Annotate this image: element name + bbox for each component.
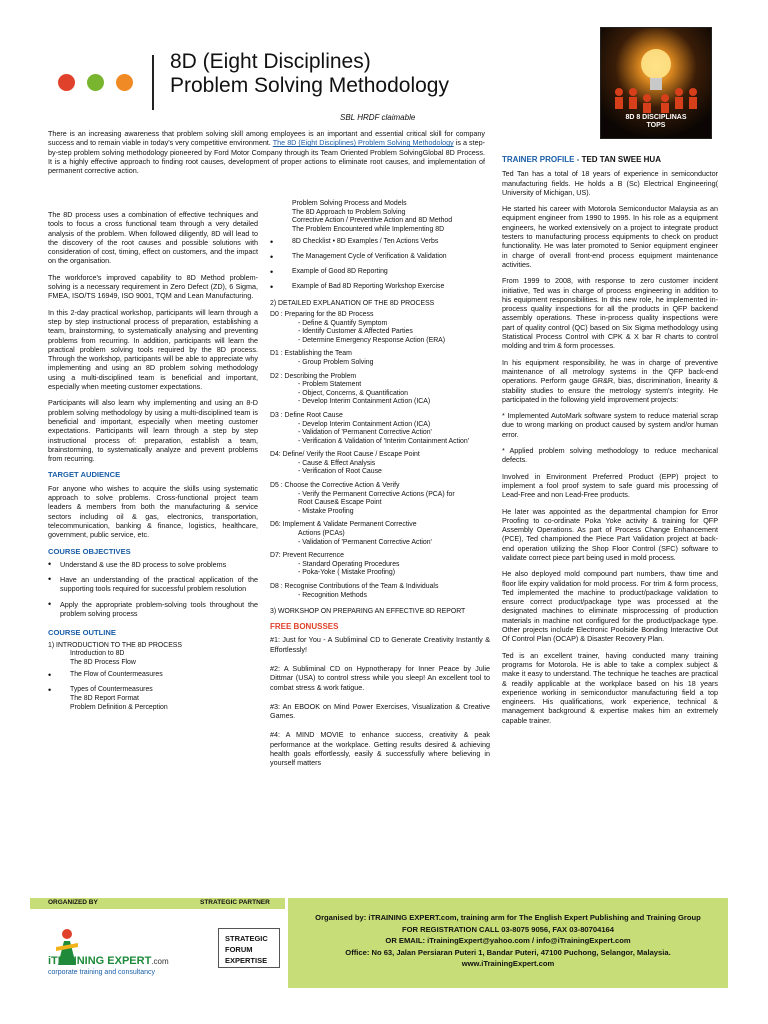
- d-step-subitem: - Standard Operating Procedures: [298, 560, 400, 568]
- d-step-heading: D3 : Define Root Cause: [270, 411, 343, 419]
- d-step-heading: D4: Define/ Verify the Root Cause / Escape Point: [270, 451, 420, 459]
- target-audience-heading: TARGET AUDIENCE: [48, 470, 121, 480]
- partner-line: EXPERTISE: [225, 956, 268, 965]
- d-step-subitem: - Define & Quantify Symptom: [298, 319, 388, 327]
- partner-line: STRATEGIC: [225, 934, 268, 943]
- d-step-subitem: - Verification & Validation of 'Interim Containment Action': [298, 437, 470, 445]
- d-step-subitem: - Validation of 'Permanent Corrective Action': [298, 538, 432, 546]
- d-step-subitem: - Develop Interim Containment Action (ICA): [298, 420, 431, 428]
- bonus-item: #2: A Subliminal CD on Hypnotherapy for Inner Peace by Julie Dittmar (USA) to control stress while you sleep! An excellent tool to combat stress & work fatigue.: [270, 663, 490, 692]
- objective-item: • Have an understanding of the practical application of the supporting tools required for successful problem resolution: [48, 574, 258, 594]
- trainer-paragraph: In his equipment responsibility, he was in charge of preventive maintenance of all metrology systems in the QFP back-end operations. Perform gauge GR&R, bias, discrimination, linearity & stability studies to ensure the metrology system's integrity. He participated in the following yield improvement projects:: [502, 357, 718, 404]
- logo-brand: iTRAINING EXPERT: [48, 955, 152, 967]
- outline-item: The 8D Report Format: [70, 695, 139, 703]
- trainer-paragraph: * Applied problem solving methodology to reduce mechanical defects.: [502, 446, 718, 465]
- trainer-name: TED TAN SWEE HUA: [581, 155, 661, 164]
- bonus-item: #3: An EBOOK on Mind Power Exercises, Visualization & Creative Games.: [270, 701, 490, 721]
- bonus-item: #4: A MIND MOVIE to enhance success, creativity & peak performance at the workplace. Getting results desired & achieving health goals effortlessly, easily & successfully where believing in yourself matters: [270, 730, 490, 768]
- title-line-1: 8D (Eight Disciplines): [170, 50, 371, 73]
- trainer-paragraph: Ted Tan has a total of 18 years of experience in semiconductor manufacturing fields. He holds a B (Sc) Electrical Engineering( University of Michigan, US).: [502, 169, 718, 197]
- header-divider: [152, 55, 154, 110]
- d-step-heading: D6: Implement & Validate Permanent Corrective: [270, 521, 417, 529]
- d-step-subitem: - Mistake Proofing: [298, 507, 354, 515]
- left-column: [48, 210, 258, 713]
- title-line-2: Problem Solving Methodology: [170, 74, 449, 97]
- intro-method-name: The 8D (Eight Disciplines) Problem Solving Methodology: [272, 138, 454, 148]
- logo-tagline: corporate training and consultancy: [48, 969, 156, 976]
- orange-dot-icon: [116, 74, 133, 91]
- strategic-partner-label: STRATEGIC PARTNER: [200, 899, 270, 906]
- outline-bullet: • The Flow of Countermeasures: [48, 670, 163, 681]
- d-step-heading: Root Cause& Escape Point: [298, 499, 382, 507]
- d-step-heading: D2 : Describing the Problem: [270, 372, 357, 380]
- process-paragraph: The 8D process uses a combination of effective techniques and tools to focus a cross functional team through a very detailed analysis of the problem. When followed diligently, 8D will lead to the discovery of the root causes and possible solutions with consideration of cost, timing, effect on customers, and the impact on the organisation.: [48, 210, 258, 266]
- outline-item: Problem Definition & Perception: [70, 703, 168, 711]
- trainer-paragraph: He later was appointed as the departmental champion for Error Proofing to co-ordinate Poka Yoke activity & training for QFP Assembly Operations. As part of Process Change Enhancement (PCE), Ted championed the Piece Part Validation project at back-end operation utilizing the Shop Floor Control (SFC) software to validate correct piece part being used in mold process.: [502, 506, 718, 562]
- workshop-paragraph: In this 2-day practical workshop, participants will learn through a step by step instructional process of preparation, establishing a team, brainstorming, to systematically analysing and preventing problems from recurring. In addition, participants will learn the practical problem solving tools required by the 8D process. Through the workshop, participants will be able to appreciate why implementing and using an 8D problem solving methodology using a multi-disciplined team is beneficial and important, especially when meeting customer expectations.: [48, 307, 258, 392]
- workforce-paragraph: The workforce's improved capability to 8D Method problem-solving is a necessary requirement in Zero Defect (ZD), 6 Sigma, FMEA, ISO/TS 16949, ISO 9001, TQM and Lean Manufacturing.: [48, 272, 258, 301]
- logo-brand-suffix: .com: [151, 957, 169, 966]
- trainer-profile-label: TRAINER PROFILE -: [502, 155, 582, 164]
- outline-bullet: • The Management Cycle of Verification & Validation: [270, 252, 447, 263]
- website-link[interactable]: www.iTrainingExpert.com: [461, 959, 555, 968]
- objective-item: • Apply the appropriate problem-solving tools throughout the problem solving process: [48, 598, 258, 618]
- trainer-paragraph: From 1999 to 2008, with response to zero customer incident initiative, Ted was in charge of process engineering in addition to his equipment responsibilities. In this new role, he implemented in-process quality inspections for all the products in QFP backend assembly operations. These in-process quality inspections were part of quality control (QC) based on Six Sigma methodology using Statistical Process Control with CPK & X bar R charts to control molding and trim & form processes.: [502, 276, 718, 351]
- d-step-subitem: - Cause & Effect Analysis: [298, 459, 376, 467]
- d-step-subitem: - Problem Statement: [298, 381, 362, 389]
- page-title: [170, 50, 570, 98]
- intro-text-cont: is a step-by-step problem solving methodology pioneered by Ford Motor Company through its Team Oriented Problem SolvingGlobal 8D Process. It is a highly effective approach to finding root causes, development of proper actions to eliminate root causes, and implementation of permanent corrective action.: [48, 138, 486, 176]
- trainer-paragraph: * Implemented AutoMark software system to reduce material scrap due to wrong marking on product caused by system and/or human error.: [502, 411, 718, 439]
- course-objectives-heading: COURSE OBJECTIVES: [48, 546, 131, 556]
- outline-item: The 8D Process Flow: [70, 658, 136, 666]
- d-steps-list: [270, 311, 490, 600]
- hrdf-note: SBL HRDF claimable: [340, 113, 416, 122]
- d-step-subitem: - Group Problem Solving: [298, 358, 374, 366]
- d-step-subitem: - Recognition Methods: [298, 591, 367, 599]
- trainer-paragraph: He started his career with Motorola Semiconductor Malaysia as an equipment engineer from 1990 to 1995. In his role as a equipment engineers, he worked extensively on a project to integrate product testers to manufacturing process equipments to check on product functionality. He was later promoted to Senior equipment engineer in charge of overall front-end process equipment maintenance activities.: [502, 204, 718, 269]
- d-step-subitem: - Validation of 'Permanent Corrective Action': [298, 429, 432, 437]
- section-3-heading: 3) WORKSHOP ON PREPARING AN EFFECTIVE 8D REPORT: [270, 608, 466, 616]
- right-column: [502, 155, 718, 732]
- outline-bullet: • Example of Bad 8D Reporting Workshop Exercise: [270, 282, 445, 293]
- d-step-heading: D8 : Recognise Contributions of the Team & Individuals: [270, 583, 439, 590]
- logo-caption-1: 8D 8 DISCIPLINAS: [625, 114, 687, 121]
- trainer-paragraph: Involved in Environment Preferred Product (EPP) project to implement a fool proof system to safe guard mis processing of Lead-Free and non Lead-Free products.: [502, 471, 718, 500]
- outline-item: The Problem Encountered while Implementing 8D: [292, 225, 445, 233]
- partner-line: FORUM: [225, 945, 253, 954]
- outline-item: Corrective Action / Preventive Action and 8D Method: [292, 217, 453, 225]
- logo-caption-2: TOPS: [646, 122, 666, 129]
- d-step-subitem: - Object, Concerns, & Quantification: [298, 389, 408, 397]
- d-step-heading: D5 : Choose the Corrective Action & Verify: [270, 482, 400, 490]
- d-step-subitem: - Poka-Yoke ( Mistake Proofing): [298, 569, 396, 577]
- section-2-heading: 2) DETAILED EXPLANATION OF THE 8D PROCESS: [270, 300, 435, 308]
- middle-column: [270, 200, 490, 768]
- outline-bullet: • Types of Countermeasures: [48, 685, 153, 696]
- red-dot-icon: [58, 74, 75, 91]
- d-step-heading: D1 : Establishing the Team: [270, 350, 352, 358]
- outline-bullet: • Example of Good 8D Reporting: [270, 267, 388, 278]
- 8d-logo-image: [600, 27, 712, 139]
- d-step-heading: D7: Prevent Recurrence: [270, 552, 344, 560]
- intro-text: There is an increasing awareness that problem solving skill among employees is an important and essential critical skill for company success and to remain viable in today's very competitive environment.: [48, 129, 485, 148]
- address-line: Office: No 63, Jalan Persiaran Puteri 1, Bandar Puteri, 47100 Puchong, Selangor, Malaysia.: [345, 947, 671, 957]
- intro-paragraph: [48, 129, 485, 175]
- green-dot-icon: [87, 74, 104, 91]
- d-step-subitem: - Verify the Permanent Corrective Actions (PCA) for: [298, 490, 455, 498]
- strategic-partner-box: [218, 928, 280, 968]
- organized-by-label: ORGANIZED BY: [48, 899, 98, 906]
- outline-section-1: 1) INTRODUCTION TO THE 8D PROCESS: [48, 641, 183, 649]
- d-step-subitem: - Develop Interim Containment Action (ICA): [298, 398, 431, 406]
- organiser-line: Organised by: iTRAINING EXPERT.com, training arm for The English Expert Publishing and Training Group: [315, 913, 701, 922]
- outline-item: The 8D Approach to Problem Solving: [292, 208, 406, 216]
- trainer-paragraph: He also deployed mold compound part numbers, thaw time and floor life expiry validation for mold process. For trim & form process, Ted implemented the machine to product/package validation to ensure correct product/package type was processed at the designated machines to eliminate misprocessing of production materials in machine not configured for the product/package type. Other projects include Electronic Poolside Bonding Interactive Out Of Control Plan (OCAP) & Disaster Recovery Plan.: [502, 569, 718, 644]
- itraining-logo: [48, 925, 208, 975]
- free-bonuses-heading: FREE BONUSSES: [270, 621, 339, 631]
- objective-item: • Understand & use the 8D process to solve problems: [48, 558, 227, 569]
- course-outline-heading: COURSE OUTLINE: [48, 628, 116, 638]
- outline-item: Problem Solving Process and Models: [292, 200, 407, 207]
- d-step-subitem: - Identify Customer & Affected Parties: [298, 328, 413, 336]
- d-step-heading: D0 : Preparing for the 8D Process: [270, 310, 374, 318]
- trainer-paragraph: Ted is an excellent trainer, having conducted many training programs for Motorola. He is able to take a complex subject & make it easy to understand. The technique he teaches are practical & readily applicable at the workplace based on his 18 years experience working in semiconductor manufacturing field a top engineers. His qualifications, work experience, technical & management background & expertise makes him an extremely capable trainer.: [502, 650, 718, 725]
- d-step-subitem: - Determine Emergency Response Action (ERA): [298, 336, 446, 344]
- contact-panel: [288, 898, 728, 988]
- outline-item: Introduction to 8D: [70, 650, 125, 658]
- participants-paragraph: Participants will also learn why implementing and using an 8-D problem solving methodology by using a multi-disciplined team is beneficial and important, especially when meeting customer expectations. Participants will learn through a step by step instructional process of: preparation, establish a team, brainstorming, to systematically analyze and prevent problems from recurring.: [48, 398, 258, 464]
- trainer-profile-heading: [502, 155, 718, 164]
- d-step-subitem: - Verification of Root Cause: [298, 468, 382, 476]
- outline-bullet: • 8D Checklist • 8D Examples / Ten Actions Verbs: [270, 237, 439, 248]
- email-line[interactable]: OR EMAIL: iTrainingExpert@yahoo.com / info@iTrainingExpert.com: [385, 936, 631, 945]
- d-step-heading: Actions (PCAs): [298, 530, 345, 538]
- registration-line: FOR REGISTRATION CALL 03-8075 9056, FAX 03-80704164: [401, 924, 614, 934]
- target-audience-text: For anyone who wishes to acquire the skills using systematic approach to solve problems. Cross-functional project team leaders & members from both the manufacturing & service sectors including oil & gas, electronics, transportation, telecommunication, banking & finance, logistics, healthcare, government, public service, etc.: [48, 483, 258, 540]
- bonus-item: #1: Just for You - A Subliminal CD to Generate Creativity Instantly & Effortlessly!: [270, 635, 490, 654]
